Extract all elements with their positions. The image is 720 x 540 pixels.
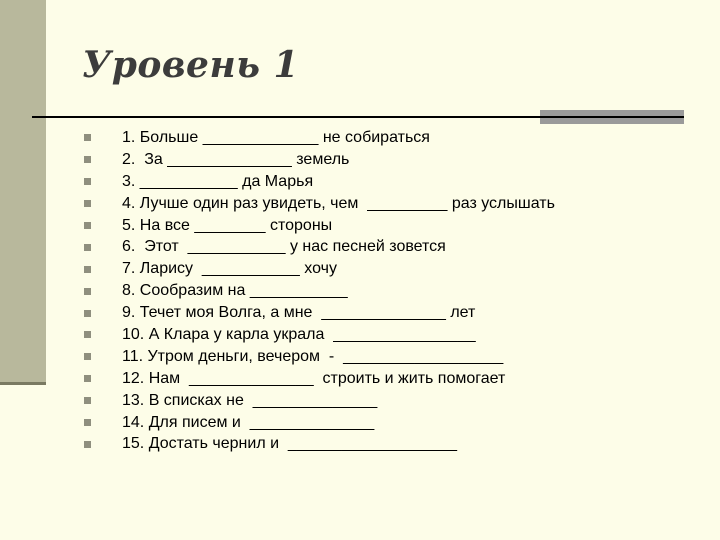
square-bullet-icon [84,331,91,338]
square-bullet-icon [84,266,91,273]
slide-title: Уровень 1 [82,44,300,86]
title-underline-band-line [540,116,684,118]
list-item [84,368,684,390]
list-item [84,149,684,171]
list-item-text: 12. Нам ______________ строить и жить помогает [122,369,506,387]
list-item [84,390,684,412]
list-item [84,302,684,324]
square-bullet-icon [84,419,91,426]
list-item-text: 5. На все ________ стороны [122,216,333,234]
square-bullet-icon [84,288,91,295]
list-item [84,127,684,149]
exercise-list [84,127,684,455]
square-bullet-icon [84,178,91,185]
list-item-text: 13. В списках не ______________ [122,391,378,409]
square-bullet-icon [84,222,91,229]
list-item-text: 3. ___________ да Марья [122,172,314,190]
list-item [84,324,684,346]
list-item [84,433,684,455]
list-item-text: 1. Больше _____________ не собираться [122,128,430,146]
square-bullet-icon [84,244,91,251]
list-item-text: 15. Достать чернил и ___________________ [122,435,457,453]
list-item [84,215,684,237]
list-item [84,346,684,368]
title-underline [32,116,542,118]
list-item [84,171,684,193]
list-item-text: 14. Для писем и ______________ [122,413,375,431]
list-item [84,280,684,302]
list-item [84,412,684,434]
left-accent-bar-edge [0,382,46,385]
list-item-text: 4. Лучше один раз увидеть, чем _________ раз услышать [122,194,555,212]
list-item-text: 2. За ______________ земель [122,150,350,168]
list-item-text: 8. Сообразим на ___________ [122,282,348,300]
list-item-text: 7. Ларису ___________ хочу [122,260,337,278]
list-item [84,236,684,258]
square-bullet-icon [84,353,91,360]
square-bullet-icon [84,200,91,207]
square-bullet-icon [84,310,91,317]
list-item-text: 10. А Клара у карла украла ________________ [122,325,476,343]
list-item [84,193,684,215]
square-bullet-icon [84,134,91,141]
square-bullet-icon [84,375,91,382]
square-bullet-icon [84,397,91,404]
list-item-text: 6. Этот ___________ у нас песней зовется [122,238,446,256]
list-item-text: 11. Утром деньги, вечером - __________________ [122,347,504,365]
square-bullet-icon [84,441,91,448]
list-item-text: 9. Течет моя Волга, а мне ______________ лет [122,304,476,322]
left-accent-bar [0,0,46,382]
list-item [84,258,684,280]
square-bullet-icon [84,156,91,163]
